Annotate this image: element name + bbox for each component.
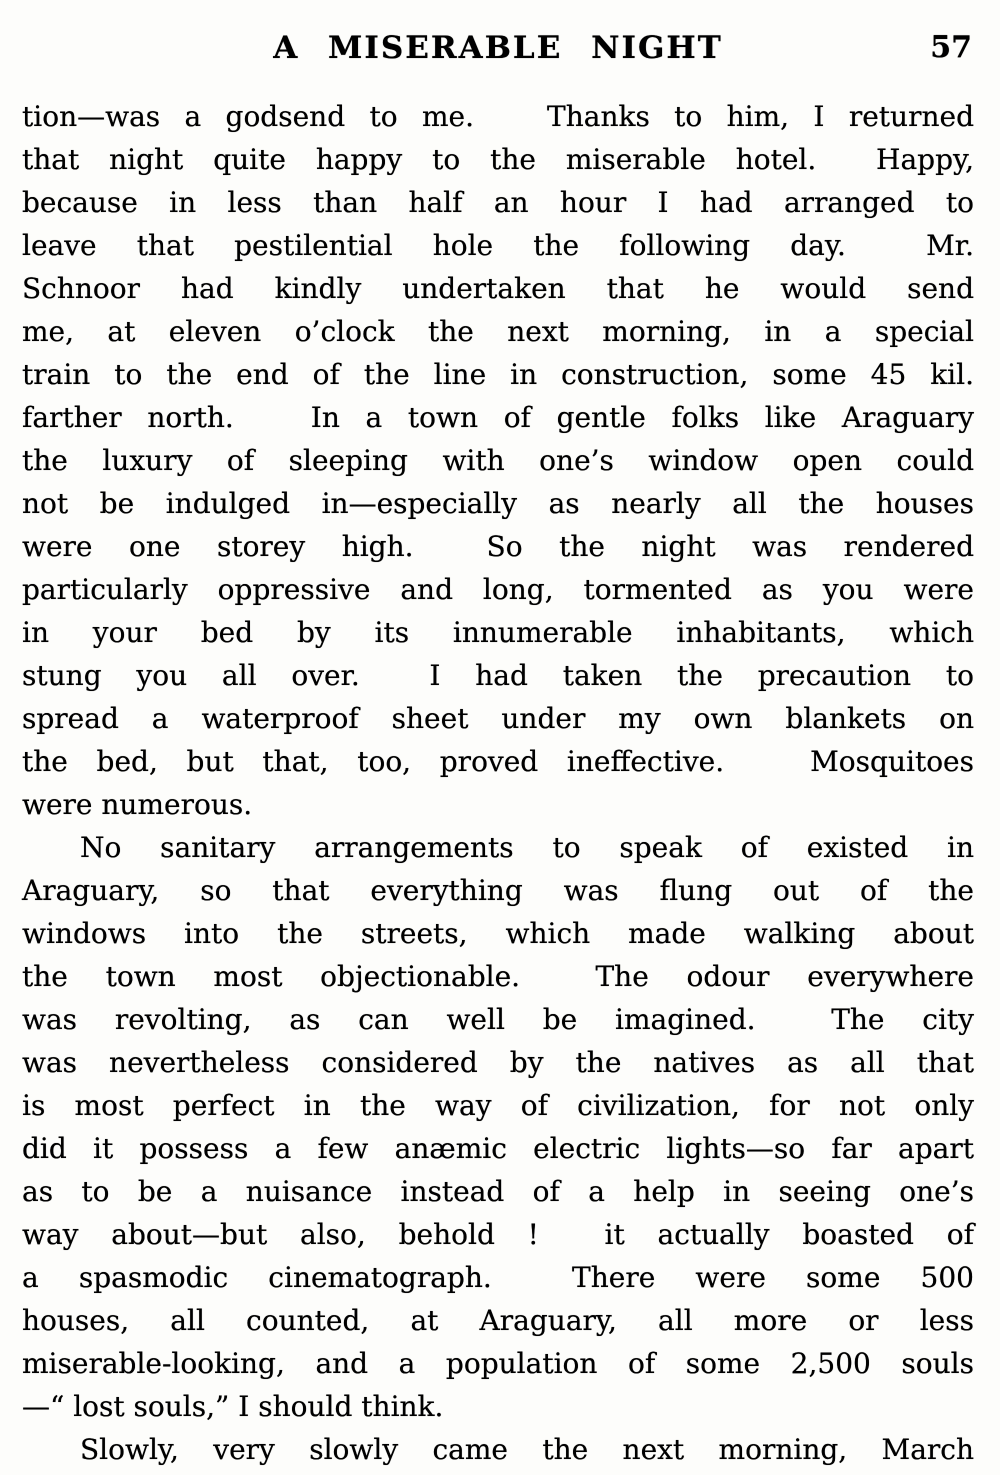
- text-column: [22, 95, 974, 1471]
- text-line: leave that pestilential hole the following day. Mr.: [22, 229, 974, 262]
- text-line: No sanitary arrangements to speak of existed in: [80, 831, 974, 864]
- text-line: train to the end of the line in construction, some 45 kil.: [22, 358, 974, 391]
- text-line: stung you all over. I had taken the precaution to: [22, 659, 974, 692]
- text-line: did it possess a few anæmic electric lights—so far apart: [22, 1132, 974, 1165]
- text-line: is most perfect in the way of civilization, for not only: [22, 1089, 974, 1122]
- text-line: farther north. In a town of gentle folks like Araguary: [22, 401, 974, 434]
- text-line: were one storey high. So the night was rendered: [22, 530, 974, 563]
- text-line: Slowly, very slowly came the next morning, March: [80, 1433, 974, 1466]
- running-header: [22, 28, 974, 68]
- text-line: the town most objectionable. The odour everywhere: [22, 960, 974, 993]
- text-line: the luxury of sleeping with one’s window open could: [22, 444, 974, 477]
- text-line: Araguary, so that everything was flung out of the: [22, 874, 974, 907]
- text-line: houses, all counted, at Araguary, all more or less: [22, 1304, 974, 1337]
- page-title: A MISERABLE NIGHT: [273, 30, 723, 66]
- text-line: as to be a nuisance instead of a help in seeing one’s: [22, 1175, 974, 1208]
- text-line: that night quite happy to the miserable hotel. Happy,: [22, 143, 974, 176]
- text-line: spread a waterproof sheet under my own blankets on: [22, 702, 974, 735]
- text-line: the bed, but that, too, proved ineffective. Mosquitoes: [22, 745, 974, 778]
- text-line: me, at eleven o’clock the next morning, in a special: [22, 315, 974, 348]
- text-line: were numerous.: [22, 788, 253, 821]
- text-line: was revolting, as can well be imagined. The city: [22, 1003, 974, 1036]
- page-number: 57: [930, 30, 972, 65]
- text-line: was nevertheless considered by the natives as all that: [22, 1046, 974, 1079]
- text-line: because in less than half an hour I had arranged to: [22, 186, 974, 219]
- text-line: tion—was a godsend to me. Thanks to him, I returned: [22, 100, 974, 133]
- text-line: particularly oppressive and long, tormented as you were: [22, 573, 974, 606]
- text-line: —“ lost souls,” I should think.: [22, 1390, 444, 1423]
- text-line: Schnoor had kindly undertaken that he would send: [22, 272, 974, 305]
- text-line: a spasmodic cinematograph. There were some 500: [22, 1261, 974, 1294]
- text-line: in your bed by its innumerable inhabitants, which: [22, 616, 974, 649]
- text-line: windows into the streets, which made walking about: [22, 917, 974, 950]
- text-line: miserable-looking, and a population of some 2,500 souls: [22, 1347, 974, 1380]
- text-line: not be indulged in—especially as nearly all the houses: [22, 487, 974, 520]
- text-line: way about—but also, behold ! it actually boasted of: [22, 1218, 974, 1251]
